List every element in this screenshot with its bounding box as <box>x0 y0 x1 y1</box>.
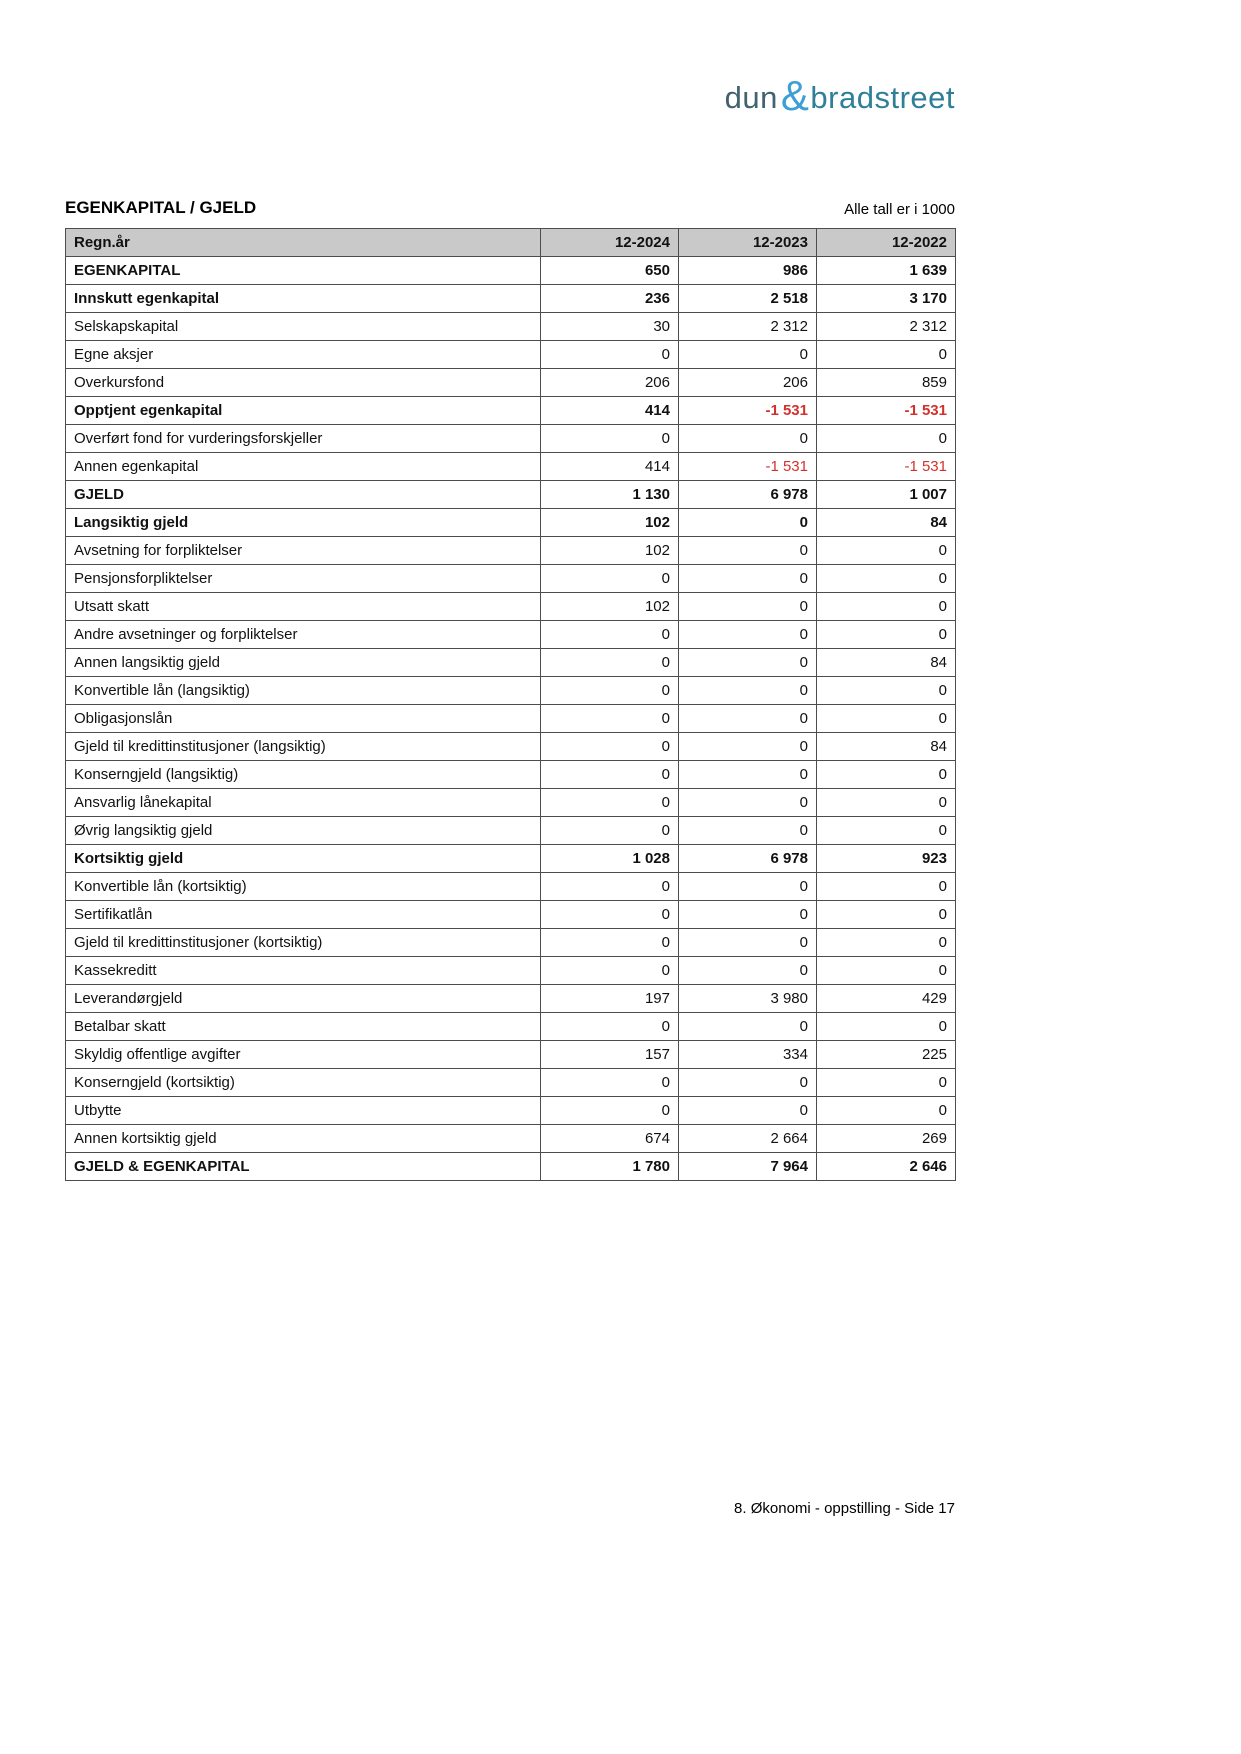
row-value: 2 646 <box>817 1153 956 1181</box>
row-value: 3 170 <box>817 285 956 313</box>
table-row <box>66 1097 956 1125</box>
table-row <box>66 369 956 397</box>
row-value: 0 <box>817 1069 956 1097</box>
row-value: 197 <box>541 985 679 1013</box>
row-value: 0 <box>679 1069 817 1097</box>
row-value: 0 <box>817 621 956 649</box>
row-value: 1 007 <box>817 481 956 509</box>
row-value: 0 <box>541 873 679 901</box>
table-row <box>66 1153 956 1181</box>
row-value: 0 <box>541 1013 679 1041</box>
table-body <box>66 257 956 1181</box>
row-value: 0 <box>541 705 679 733</box>
row-label: Utbytte <box>66 1097 541 1125</box>
row-label: Ansvarlig lånekapital <box>66 789 541 817</box>
row-value: 0 <box>679 1097 817 1125</box>
table-row <box>66 1013 956 1041</box>
row-value: 0 <box>541 565 679 593</box>
row-value: 6 978 <box>679 845 817 873</box>
row-value: 0 <box>817 761 956 789</box>
row-value: 0 <box>679 509 817 537</box>
row-value: 6 978 <box>679 481 817 509</box>
row-value: 0 <box>679 537 817 565</box>
row-label: Egne aksjer <box>66 341 541 369</box>
row-value: 1 639 <box>817 257 956 285</box>
table-row <box>66 677 956 705</box>
table-row <box>66 425 956 453</box>
row-value: 0 <box>679 957 817 985</box>
logo-text-bradstreet: bradstreet <box>810 80 955 115</box>
row-value: 0 <box>679 873 817 901</box>
row-value: 0 <box>817 425 956 453</box>
row-value: 7 964 <box>679 1153 817 1181</box>
row-label: Annen langsiktig gjeld <box>66 649 541 677</box>
table-row <box>66 1069 956 1097</box>
table-row <box>66 593 956 621</box>
row-value: 0 <box>679 621 817 649</box>
table-row <box>66 817 956 845</box>
row-value: 0 <box>679 901 817 929</box>
row-value: 0 <box>541 1097 679 1125</box>
row-label: Konvertible lån (langsiktig) <box>66 677 541 705</box>
row-value: 0 <box>541 789 679 817</box>
row-value: 0 <box>679 705 817 733</box>
row-value: -1 531 <box>679 453 817 481</box>
balance-sheet-table <box>65 228 956 1181</box>
logo-text-dun: dun <box>724 80 778 115</box>
row-value: 0 <box>541 649 679 677</box>
row-label: Overført fond for vurderingsforskjeller <box>66 425 541 453</box>
table-row <box>66 621 956 649</box>
row-value: 0 <box>817 593 956 621</box>
units-note: Alle tall er i 1000 <box>844 201 955 218</box>
row-value: 0 <box>541 901 679 929</box>
row-value: 0 <box>541 957 679 985</box>
row-label: Konserngjeld (kortsiktig) <box>66 1069 541 1097</box>
row-value: 0 <box>817 817 956 845</box>
row-label: GJELD & EGENKAPITAL <box>66 1153 541 1181</box>
table-row <box>66 929 956 957</box>
row-label: Leverandørgjeld <box>66 985 541 1013</box>
row-label: Avsetning for forpliktelser <box>66 537 541 565</box>
table-row <box>66 761 956 789</box>
table-row <box>66 733 956 761</box>
row-label: Selskapskapital <box>66 313 541 341</box>
row-label: Konvertible lån (kortsiktig) <box>66 873 541 901</box>
column-header-regnar: Regn.år <box>66 229 541 257</box>
row-value: 414 <box>541 397 679 425</box>
table-row <box>66 453 956 481</box>
row-value: 923 <box>817 845 956 873</box>
row-value: 269 <box>817 1125 956 1153</box>
table-header-row <box>66 229 956 257</box>
row-value: 0 <box>679 341 817 369</box>
row-value: 206 <box>679 369 817 397</box>
row-label: Annen egenkapital <box>66 453 541 481</box>
row-label: Gjeld til kredittinstitusjoner (langsiktig) <box>66 733 541 761</box>
row-value: 0 <box>817 929 956 957</box>
row-value: 674 <box>541 1125 679 1153</box>
table-row <box>66 985 956 1013</box>
row-label: Pensjonsforpliktelser <box>66 565 541 593</box>
row-value: 84 <box>817 733 956 761</box>
row-value: 2 312 <box>679 313 817 341</box>
row-label: Konserngjeld (langsiktig) <box>66 761 541 789</box>
row-label: Opptjent egenkapital <box>66 397 541 425</box>
row-value: 102 <box>541 509 679 537</box>
row-value: 0 <box>817 537 956 565</box>
row-label: Sertifikatlån <box>66 901 541 929</box>
table-row <box>66 873 956 901</box>
row-value: 0 <box>541 761 679 789</box>
column-header-12-2023: 12-2023 <box>679 229 817 257</box>
row-value: 0 <box>817 789 956 817</box>
row-value: 429 <box>817 985 956 1013</box>
row-label: Andre avsetninger og forpliktelser <box>66 621 541 649</box>
table-row <box>66 397 956 425</box>
row-value: 0 <box>817 705 956 733</box>
column-header-12-2024: 12-2024 <box>541 229 679 257</box>
table-row <box>66 285 956 313</box>
row-value: 0 <box>817 1013 956 1041</box>
row-value: 0 <box>679 649 817 677</box>
row-value: 0 <box>541 929 679 957</box>
table-row <box>66 1041 956 1069</box>
row-value: 0 <box>817 1097 956 1125</box>
row-label: EGENKAPITAL <box>66 257 541 285</box>
table-row <box>66 649 956 677</box>
row-label: Utsatt skatt <box>66 593 541 621</box>
row-value: 236 <box>541 285 679 313</box>
row-value: 0 <box>541 341 679 369</box>
row-value: 0 <box>679 425 817 453</box>
row-value: 0 <box>817 873 956 901</box>
table-row <box>66 901 956 929</box>
row-value: 0 <box>817 565 956 593</box>
page-title: EGENKAPITAL / GJELD <box>65 198 257 217</box>
row-value: 1 028 <box>541 845 679 873</box>
section-header <box>65 198 955 218</box>
row-value: 0 <box>817 957 956 985</box>
row-value: 0 <box>679 929 817 957</box>
row-value: 0 <box>679 789 817 817</box>
table-row <box>66 565 956 593</box>
row-value: 0 <box>541 1069 679 1097</box>
logo-ampersand-icon: & <box>780 72 810 119</box>
row-value: 0 <box>541 733 679 761</box>
row-value: 84 <box>817 509 956 537</box>
row-value: 102 <box>541 537 679 565</box>
row-value: 84 <box>817 649 956 677</box>
row-value: 0 <box>541 817 679 845</box>
dun-bradstreet-logo <box>725 70 955 118</box>
row-label: Obligasjonslån <box>66 705 541 733</box>
page-footer: 8. Økonomi - oppstilling - Side 17 <box>734 1500 955 1517</box>
row-label: GJELD <box>66 481 541 509</box>
row-value: 0 <box>541 677 679 705</box>
row-value: 650 <box>541 257 679 285</box>
row-value: 1 130 <box>541 481 679 509</box>
table-row <box>66 845 956 873</box>
row-label: Annen kortsiktig gjeld <box>66 1125 541 1153</box>
row-value: 2 664 <box>679 1125 817 1153</box>
row-value: 0 <box>541 621 679 649</box>
table-row <box>66 313 956 341</box>
row-value: -1 531 <box>679 397 817 425</box>
row-label: Skyldig offentlige avgifter <box>66 1041 541 1069</box>
row-label: Overkursfond <box>66 369 541 397</box>
row-value: 157 <box>541 1041 679 1069</box>
row-value: 0 <box>679 1013 817 1041</box>
row-value: 102 <box>541 593 679 621</box>
row-label: Gjeld til kredittinstitusjoner (kortsiktig) <box>66 929 541 957</box>
row-value: 3 980 <box>679 985 817 1013</box>
table-row <box>66 957 956 985</box>
row-value: -1 531 <box>817 453 956 481</box>
row-label: Betalbar skatt <box>66 1013 541 1041</box>
table-row <box>66 537 956 565</box>
row-value: 0 <box>541 425 679 453</box>
table-row <box>66 481 956 509</box>
row-label: Langsiktig gjeld <box>66 509 541 537</box>
table-row <box>66 705 956 733</box>
row-value: 0 <box>679 761 817 789</box>
row-value: 225 <box>817 1041 956 1069</box>
row-value: 0 <box>817 677 956 705</box>
row-value: 859 <box>817 369 956 397</box>
row-value: 0 <box>817 341 956 369</box>
row-label: Øvrig langsiktig gjeld <box>66 817 541 845</box>
row-value: 986 <box>679 257 817 285</box>
row-value: 0 <box>679 593 817 621</box>
row-value: 0 <box>679 733 817 761</box>
table-row <box>66 789 956 817</box>
row-value: 2 518 <box>679 285 817 313</box>
table-row <box>66 1125 956 1153</box>
row-value: 414 <box>541 453 679 481</box>
row-label: Kortsiktig gjeld <box>66 845 541 873</box>
row-value: 0 <box>679 565 817 593</box>
row-label: Innskutt egenkapital <box>66 285 541 313</box>
row-value: -1 531 <box>817 397 956 425</box>
table-row <box>66 509 956 537</box>
column-header-12-2022: 12-2022 <box>817 229 956 257</box>
table-row <box>66 341 956 369</box>
row-value: 206 <box>541 369 679 397</box>
row-value: 30 <box>541 313 679 341</box>
table-row <box>66 257 956 285</box>
row-value: 0 <box>817 901 956 929</box>
row-label: Kassekreditt <box>66 957 541 985</box>
row-value: 1 780 <box>541 1153 679 1181</box>
row-value: 2 312 <box>817 313 956 341</box>
row-value: 334 <box>679 1041 817 1069</box>
row-value: 0 <box>679 677 817 705</box>
row-value: 0 <box>679 817 817 845</box>
